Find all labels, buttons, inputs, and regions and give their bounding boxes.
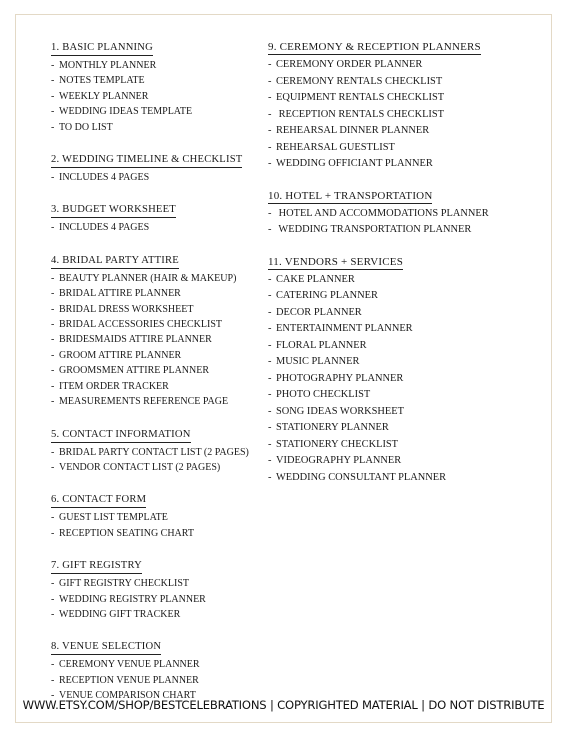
section [51, 555, 271, 622]
list-item [268, 156, 508, 173]
list-item [51, 317, 271, 332]
section [51, 636, 271, 703]
item-dash: - [268, 59, 272, 70]
item-label: RECEPTION SEATING CHART [59, 527, 194, 539]
item-label: WEDDING OFFICIANT PLANNER [276, 158, 433, 169]
list-item [268, 288, 508, 305]
item-label: TO DO LIST [59, 121, 113, 133]
section-heading: 5. CONTACT INFORMATION [51, 429, 191, 443]
section [51, 37, 271, 135]
item-label: RECEPTION VENUE PLANNER [59, 674, 199, 686]
item-label: PHOTO CHECKLIST [276, 389, 371, 400]
section-heading: 6. CONTACT FORM [51, 494, 146, 508]
item-label: WEDDING REGISTRY PLANNER [59, 593, 206, 605]
item-label: MUSIC PLANNER [276, 356, 360, 367]
item-dash: - [51, 365, 55, 377]
item-dash: - [51, 512, 55, 524]
item-dash: - [268, 224, 272, 235]
item-label: RECEPTION RENTALS CHECKLIST [276, 108, 445, 120]
list-item [51, 607, 271, 622]
section [51, 424, 271, 476]
item-dash: - [51, 461, 55, 473]
item-label: INCLUDES 4 PAGES [59, 222, 150, 234]
item-list [268, 272, 508, 487]
item-dash: - [51, 690, 55, 702]
section-heading: 7. GIFT REGISTRY [51, 560, 142, 574]
item-label: DECOR PLANNER [276, 306, 362, 318]
item-label: HOTEL AND ACCOMMODATIONS PLANNER [276, 207, 489, 219]
section-heading: 4. BRIDAL PARTY ATTIRE [51, 255, 179, 269]
section [51, 149, 271, 185]
list-item [51, 104, 271, 119]
item-dash: - [268, 141, 272, 153]
item-dash: - [268, 125, 272, 136]
list-item [51, 657, 271, 672]
item-dash: - [51, 319, 55, 331]
item-list [268, 57, 508, 173]
list-item [51, 286, 271, 301]
item-dash: - [268, 323, 272, 334]
section-heading: 2. WEDDING TIMELINE & CHECKLIST [51, 154, 242, 168]
list-item [268, 206, 508, 223]
list-item [268, 338, 508, 355]
item-dash: - [51, 106, 55, 118]
list-item [268, 321, 508, 338]
section [51, 489, 271, 541]
item-dash: - [268, 306, 272, 318]
right-column [268, 37, 508, 486]
item-label: BRIDESMAIDS ATTIRE PLANNER [59, 334, 212, 346]
item-list [51, 576, 271, 622]
item-dash: - [268, 455, 272, 466]
item-dash: - [268, 356, 272, 367]
item-label: SONG IDEAS WORKSHEET [276, 405, 404, 417]
item-dash: - [51, 674, 55, 686]
item-label: INCLUDES 4 PAGES [59, 172, 150, 184]
item-list [51, 271, 271, 410]
item-dash: - [51, 608, 55, 620]
list-item [268, 453, 508, 470]
item-label: VENUE COMPARISON CHART [59, 690, 196, 702]
list-item [51, 73, 271, 88]
list-item [51, 170, 271, 185]
item-dash: - [51, 380, 55, 392]
list-item [51, 673, 271, 688]
section [51, 199, 271, 235]
item-list [51, 445, 271, 476]
item-label: CAKE PLANNER [276, 273, 355, 285]
item-list [51, 510, 271, 541]
item-dash: - [268, 273, 272, 285]
item-label: CEREMONY ORDER PLANNER [276, 59, 423, 70]
list-item [51, 445, 271, 460]
list-item [51, 58, 271, 73]
left-column [51, 37, 271, 704]
item-dash: - [51, 222, 55, 234]
section-heading: 11. VENDORS + SERVICES [268, 255, 404, 268]
item-dash: - [51, 121, 55, 133]
list-item [51, 510, 271, 525]
list-item [268, 354, 508, 371]
list-item [51, 526, 271, 541]
item-label: WEDDING TRANSPORTATION PLANNER [276, 224, 472, 235]
item-dash: - [51, 527, 55, 539]
item-dash: - [51, 303, 55, 315]
item-label: REHEARSAL GUESTLIST [276, 141, 395, 153]
item-label: STATIONERY PLANNER [276, 422, 389, 433]
list-item [268, 371, 508, 388]
list-item [268, 107, 508, 124]
item-dash: - [268, 339, 272, 351]
item-dash: - [268, 92, 272, 103]
item-label: CEREMONY RENTALS CHECKLIST [276, 75, 443, 87]
list-item [51, 379, 271, 394]
section-heading: 8. VENUE SELECTION [51, 641, 161, 655]
item-label: EQUIPMENT RENTALS CHECKLIST [276, 92, 445, 103]
item-dash: - [51, 446, 55, 458]
list-item [268, 420, 508, 437]
list-item [51, 220, 271, 235]
section-heading: 10. HOTEL + TRANSPORTATION [268, 189, 433, 202]
item-dash: - [268, 207, 272, 219]
list-item [268, 387, 508, 404]
item-dash: - [51, 60, 55, 71]
list-item [51, 363, 271, 378]
item-label: BRIDAL ATTIRE PLANNER [59, 288, 181, 300]
item-dash: - [268, 389, 272, 400]
item-label: VIDEOGRAPHY PLANNER [276, 455, 402, 466]
item-dash: - [51, 593, 55, 605]
item-dash: - [268, 422, 272, 433]
item-label: VENDOR CONTACT LIST (2 PAGES) [59, 461, 221, 473]
item-dash: - [268, 405, 272, 417]
item-dash: - [51, 396, 55, 408]
item-label: GROOMSMEN ATTIRE PLANNER [59, 365, 210, 377]
item-label: WEDDING GIFT TRACKER [59, 608, 181, 620]
item-list [268, 206, 508, 239]
list-item [268, 437, 508, 454]
item-dash: - [51, 172, 55, 184]
list-item [51, 302, 271, 317]
item-list [51, 58, 271, 135]
list-item [268, 470, 508, 487]
item-label: BRIDAL DRESS WORKSHEET [59, 303, 194, 315]
list-item [268, 90, 508, 107]
item-dash: - [268, 290, 272, 301]
list-item [268, 74, 508, 91]
item-dash: - [51, 659, 55, 671]
item-label: MEASUREMENTS REFERENCE PAGE [59, 396, 229, 408]
item-label: CEREMONY VENUE PLANNER [59, 659, 200, 671]
item-dash: - [268, 108, 272, 120]
list-item [268, 140, 508, 157]
item-label: WEDDING CONSULTANT PLANNER [276, 471, 447, 483]
section-heading: 3. BUDGET WORKSHEET [51, 204, 176, 218]
item-dash: - [268, 438, 272, 450]
item-label: REHEARSAL DINNER PLANNER [276, 125, 430, 136]
section-heading: 1. BASIC PLANNING [51, 42, 153, 56]
item-dash: - [51, 288, 55, 300]
section [268, 252, 508, 487]
list-item [268, 123, 508, 140]
item-label: GIFT REGISTRY CHECKLIST [59, 578, 190, 590]
list-item [268, 404, 508, 421]
item-label: ENTERTAINMENT PLANNER [276, 323, 413, 334]
item-dash: - [268, 158, 272, 169]
item-label: WEEKLY PLANNER [59, 90, 149, 102]
section-heading: 9. CEREMONY & RECEPTION PLANNERS [268, 41, 481, 53]
item-label: GROOM ATTIRE PLANNER [59, 349, 182, 361]
item-label: BRIDAL ACCESSORIES CHECKLIST [59, 319, 222, 331]
item-label: CATERING PLANNER [276, 290, 378, 301]
item-label: WEDDING IDEAS TEMPLATE [59, 106, 193, 118]
list-item [51, 332, 271, 347]
list-item [268, 305, 508, 322]
item-label: BEAUTY PLANNER (HAIR & MAKEUP) [59, 272, 237, 284]
item-label: MONTHLY PLANNER [59, 60, 157, 71]
list-item [268, 222, 508, 239]
item-list [51, 657, 271, 703]
item-label: PHOTOGRAPHY PLANNER [276, 372, 404, 384]
list-item [268, 272, 508, 289]
list-item [51, 348, 271, 363]
item-dash: - [268, 372, 272, 384]
item-dash: - [51, 578, 55, 590]
list-item [51, 394, 271, 409]
item-dash: - [51, 334, 55, 346]
section [268, 37, 508, 173]
list-item [51, 271, 271, 286]
item-label: STATIONERY CHECKLIST [276, 438, 399, 450]
item-dash: - [51, 90, 55, 102]
item-dash: - [268, 471, 272, 483]
item-dash: - [51, 75, 55, 87]
list-item [51, 592, 271, 607]
item-dash: - [51, 272, 55, 284]
item-label: NOTES TEMPLATE [59, 75, 145, 87]
item-label: FLORAL PLANNER [276, 339, 367, 351]
list-item [268, 57, 508, 74]
list-item [51, 460, 271, 475]
item-label: ITEM ORDER TRACKER [59, 380, 169, 392]
item-label: GUEST LIST TEMPLATE [59, 512, 168, 524]
list-item [51, 120, 271, 135]
item-dash: - [51, 349, 55, 361]
item-label: BRIDAL PARTY CONTACT LIST (2 PAGES) [59, 446, 249, 458]
list-item [51, 89, 271, 104]
item-dash: - [268, 75, 272, 87]
list-item [51, 576, 271, 591]
item-list [51, 170, 271, 185]
item-list [51, 220, 271, 235]
footer-notice: WWW.ETSY.COM/SHOP/BESTCELEBRATIONS | COPYRIGHTED MATERIAL | DO NOT DISTRIBUTE [22, 698, 545, 712]
section [268, 186, 508, 239]
section [51, 250, 271, 410]
